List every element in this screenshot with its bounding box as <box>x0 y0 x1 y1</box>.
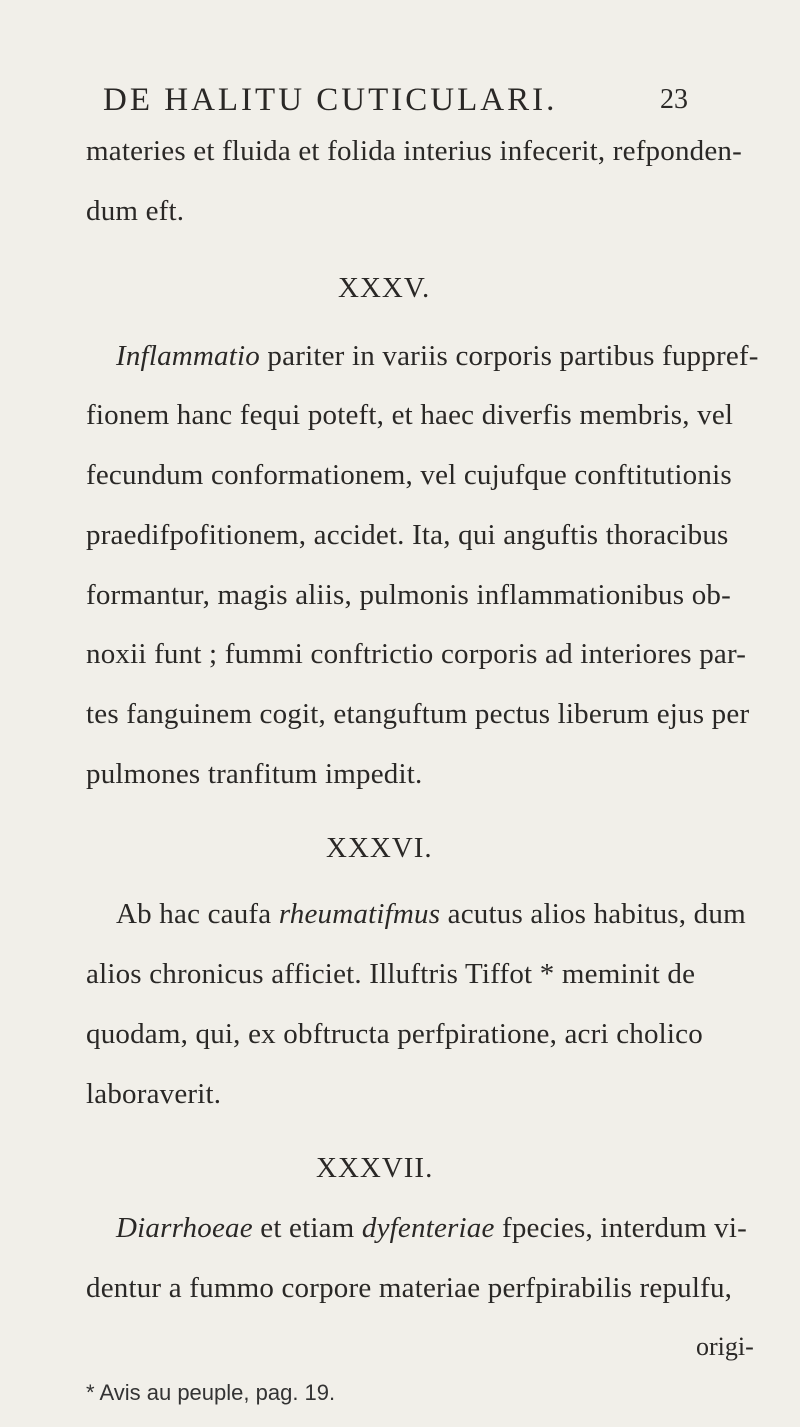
text-line: laboraverit. <box>86 1078 222 1110</box>
text-line: alios chronicus afficiet. Illuftris Tiffot * meminit de <box>86 958 696 990</box>
text-line: noxii funt ; fummi conftrictio corporis ad interiores par- <box>86 638 747 670</box>
text-span: acutus alios habitus, dum <box>440 898 746 930</box>
section-heading: XXXVII. <box>316 1152 434 1184</box>
text-line: quodam, qui, ex obftructa perfpiratione, acri cholico <box>86 1018 703 1050</box>
text-line <box>116 898 746 931</box>
running-header: DE HALITU CUTICULARI. <box>103 82 558 118</box>
text-line: dum eft. <box>86 195 185 227</box>
text-line: fionem hanc fequi poteft, et haec diverfis membris, vel <box>86 399 734 431</box>
text-span: Ab hac caufa <box>116 898 279 930</box>
text-line: dentur a fummo corpore materiae perfpirabilis repulfu, <box>86 1272 733 1304</box>
italic-term: rheumatifmus <box>278 898 441 930</box>
text-line: praedifpofitionem, accidet. Ita, qui anguftis thoracibus <box>86 519 729 551</box>
text-line: formantur, magis aliis, pulmonis inflammationibus ob- <box>86 579 731 611</box>
text-line: pulmones tranfitum impedit. <box>86 758 423 790</box>
catchword: origi- <box>696 1332 754 1361</box>
section-heading: XXXV. <box>338 272 431 304</box>
text-span: pariter in variis corporis partibus fuppref- <box>259 340 759 372</box>
italic-term: Inflammatio <box>116 340 260 372</box>
text-span: et etiam <box>252 1212 362 1244</box>
text-line <box>116 1212 747 1245</box>
footnote: * Avis au peuple, pag. 19. <box>86 1380 336 1405</box>
text-line: materies et fluida et folida interius infecerit, refponden- <box>86 135 742 167</box>
section-heading: XXXVI. <box>326 832 433 864</box>
italic-term: dyfenteriae <box>361 1212 495 1244</box>
page-number: 23 <box>660 84 688 115</box>
text-line: tes fanguinem cogit, etanguftum pectus liberum ejus per <box>86 698 750 730</box>
text-line <box>116 340 759 373</box>
text-span: fpecies, interdum vi- <box>494 1212 747 1244</box>
italic-term: Diarrhoeae <box>116 1212 253 1244</box>
text-line: fecundum conformationem, vel cujufque conftitutionis <box>86 459 732 491</box>
